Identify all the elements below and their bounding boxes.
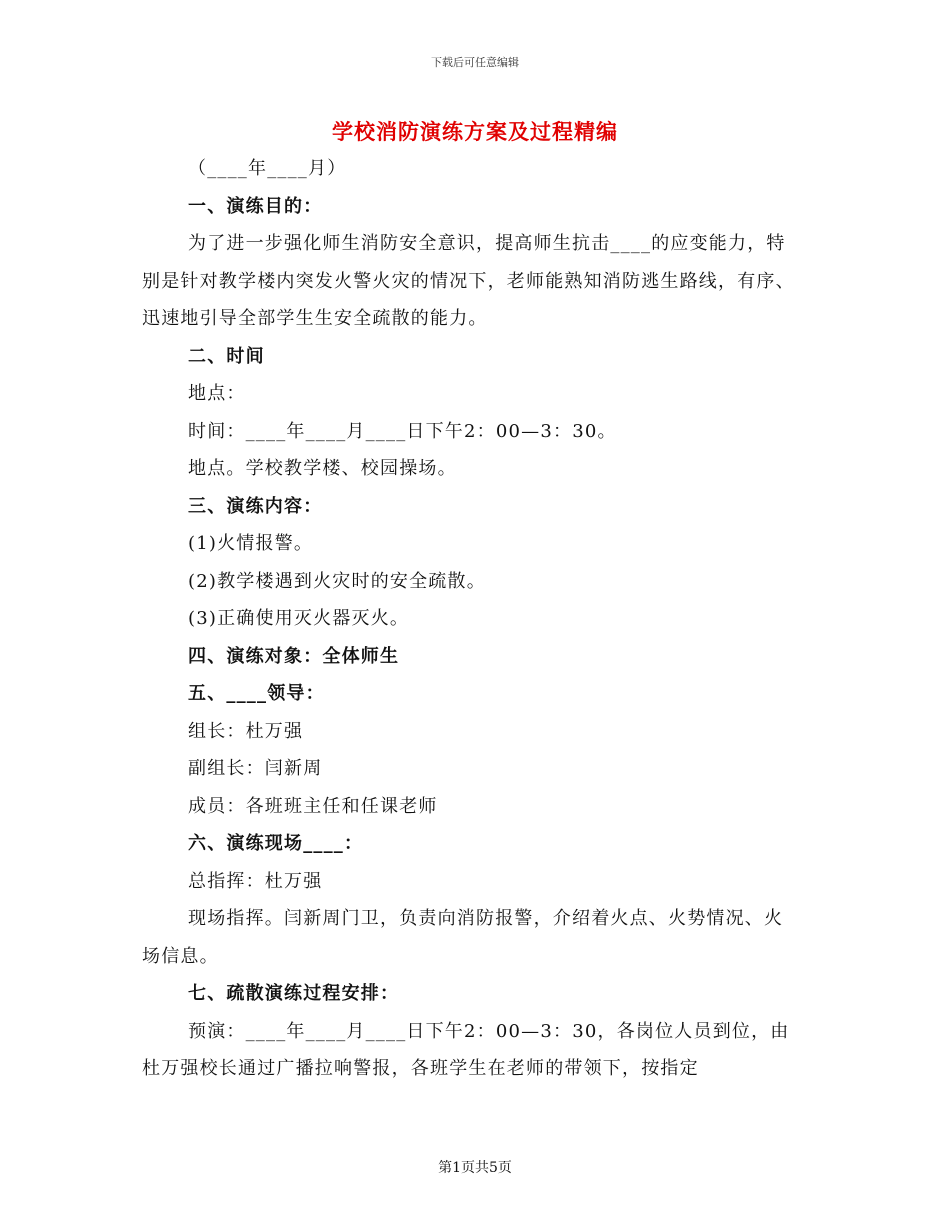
section-heading: 五、____领导： — [188, 683, 325, 704]
section-heading: 七、疏散演练过程安排： — [188, 983, 400, 1004]
paragraph: 副组长：闫新周 — [188, 758, 323, 779]
list-item: (1)火情报警。 — [188, 533, 314, 554]
section-heading: 四、演练对象：全体师生 — [188, 645, 400, 667]
paragraph: 地点： — [188, 383, 246, 404]
paragraph: 地点。学校教学楼、校园操场。 — [188, 458, 457, 479]
list-item: (2)教学楼遇到火灾时的安全疏散。 — [188, 570, 486, 592]
list-item: (3)正确使用灭火器灭火。 — [188, 608, 410, 629]
section-heading: 六、演练现场____： — [188, 833, 364, 854]
paragraph: 为了进一步强化师生消防安全意识，提高师生抗击____的应变能力，特别是针对教学楼内突发火警火灾的情况下，老师能熟知消防逃生路线，有序、迅速地引导全部学生生安全疏散的能力。 — [142, 233, 795, 329]
paragraph: 组长：杜万强 — [188, 720, 304, 742]
date-line: （____年____月） — [188, 158, 347, 179]
paragraph: 预演：____年____月____日下午2：00—3：30，各岗位人员到位，由杜万强校长通过广播拉响警报，各班学生在老师的带领下，按指定 — [142, 1020, 790, 1079]
paragraph: 成员：各班班主任和任课老师 — [188, 795, 438, 817]
section-heading: 三、演练内容： — [188, 495, 323, 517]
page-header: 下载后可任意编辑 — [431, 56, 519, 69]
document-body — [142, 150, 798, 1088]
paragraph: 现场指挥。闫新周门卫，负责向消防报警，介绍着火点、火势情况、火场信息。 — [142, 908, 784, 967]
document-title: 学校消防演练方案及过程精编 — [332, 119, 618, 144]
section-heading: 二、时间 — [188, 345, 265, 367]
section-heading: 一、演练目的： — [188, 195, 323, 217]
page-footer: 第1页共5页 — [438, 1160, 512, 1176]
paragraph: 总指挥：杜万强 — [188, 870, 323, 892]
paragraph: 时间：____年____月____日下午2：00—3：30。 — [188, 420, 617, 442]
